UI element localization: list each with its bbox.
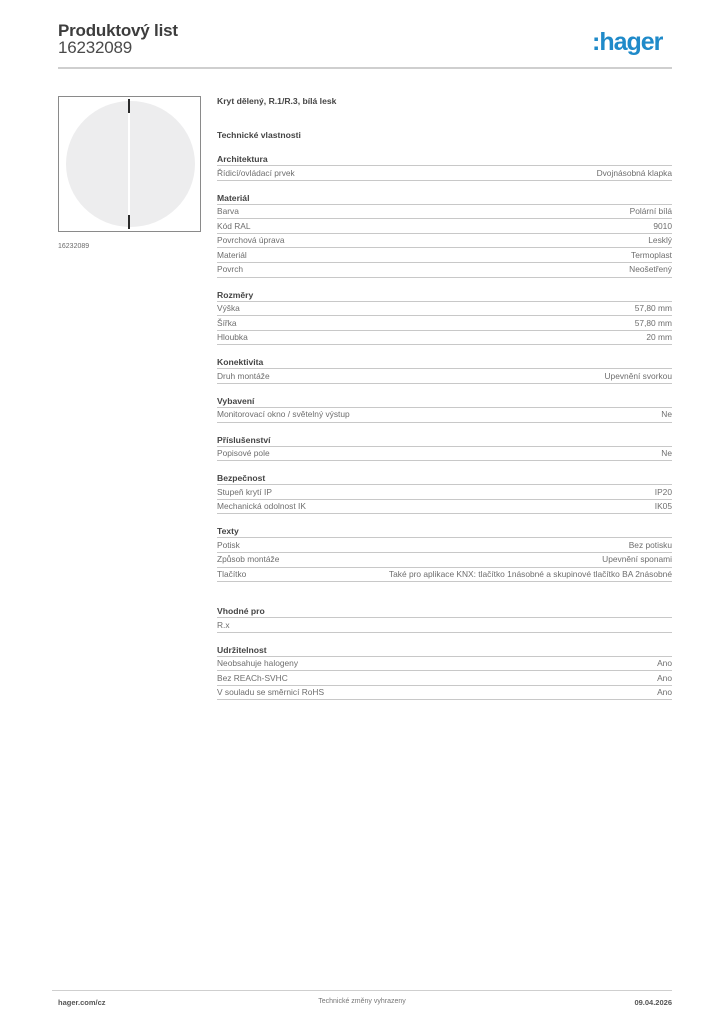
spec-value: Ne <box>661 409 672 420</box>
spec-row <box>217 205 672 220</box>
spec-value: Neošetřený <box>629 264 672 275</box>
product-cover-disc <box>66 101 195 227</box>
spec-row <box>217 166 672 181</box>
spec-label: Tlačítko <box>217 569 247 579</box>
bottom-marker <box>128 215 130 229</box>
spec-row <box>217 657 672 672</box>
section-title: Konektivita <box>217 356 672 369</box>
footer-disclaimer: Technické změny vyhrazeny <box>318 998 406 1005</box>
spec-row <box>217 618 672 633</box>
hager-logo: :hager <box>592 28 663 56</box>
spec-row <box>217 408 672 423</box>
spec-label: Kód RAL <box>217 220 251 231</box>
spec-label: Výška <box>217 303 240 314</box>
section-title: Vybavení <box>217 395 672 408</box>
spec-value: 57,80 mm <box>634 303 672 314</box>
spec-value: Ano <box>657 672 672 683</box>
spec-value: 57,80 mm <box>634 317 672 328</box>
spec-value: Ne <box>661 448 672 459</box>
spec-sections <box>217 153 672 700</box>
spec-value: Termoplast <box>631 249 672 260</box>
section-title: Rozměry <box>217 289 672 302</box>
spec-value: Lesklý <box>648 235 672 246</box>
spec-section <box>217 472 672 514</box>
spec-value: Upevnění sponami <box>602 554 672 565</box>
spec-label: Povrchová úprava <box>217 235 285 246</box>
spec-label: Způsob montáže <box>217 554 280 565</box>
spec-section <box>217 525 672 582</box>
section-title: Vhodné pro <box>217 605 672 618</box>
spec-value: IP20 <box>654 486 672 497</box>
spec-value: Upevnění svorkou <box>604 370 672 381</box>
spec-value: Bez potisku <box>628 539 672 550</box>
section-title: Udržitelnost <box>217 644 672 657</box>
spec-label: Popisové pole <box>217 448 270 459</box>
spec-section <box>217 153 672 181</box>
section-title: Materiál <box>217 192 672 205</box>
spec-value: 9010 <box>653 220 672 231</box>
spec-label: Bez REACh-SVHC <box>217 672 288 683</box>
spec-section <box>217 192 672 278</box>
spec-row <box>217 485 672 500</box>
section-title: Příslušenství <box>217 434 672 447</box>
footer-date: 09.04.2026 <box>634 998 672 1007</box>
technical-properties-heading: Technické vlastnosti <box>217 130 301 140</box>
spec-row <box>217 248 672 263</box>
spec-section <box>217 605 672 633</box>
spec-label: Potisk <box>217 539 240 550</box>
spec-row <box>217 234 672 249</box>
spec-label: Povrch <box>217 264 244 275</box>
product-details <box>217 94 672 700</box>
spec-label: Neobsahuje halogeny <box>217 658 299 669</box>
spec-row <box>217 568 672 583</box>
spec-section <box>217 289 672 346</box>
spec-row <box>217 686 672 701</box>
page-title: Produktový list <box>58 21 178 40</box>
footer-divider <box>52 990 672 991</box>
footer-website-link[interactable]: hager.com/cz <box>58 998 106 1007</box>
spec-row <box>217 369 672 384</box>
product-number: 16232089 <box>58 38 133 57</box>
section-title: Architektura <box>217 153 672 166</box>
spec-label: Šířka <box>217 317 237 328</box>
spec-section <box>217 644 672 701</box>
spec-label: Barva <box>217 206 239 217</box>
spec-value: Dvojnásobná klapka <box>596 167 672 178</box>
spec-value: Polární bílá <box>629 206 672 217</box>
spec-row <box>217 500 672 515</box>
spec-value: Ano <box>657 687 672 698</box>
spec-label: Hloubka <box>217 332 248 343</box>
spec-row <box>217 263 672 278</box>
spec-row <box>217 671 672 686</box>
spec-label: Monitorovací okno / světelný výstup <box>217 409 350 420</box>
spec-value: 20 mm <box>646 332 672 343</box>
spec-row <box>217 553 672 568</box>
section-title: Bezpečnost <box>217 472 672 485</box>
spec-label: Materiál <box>217 249 247 260</box>
spec-label: Druh montáže <box>217 370 270 381</box>
spec-label: Mechanická odolnost IK <box>217 501 306 512</box>
spec-value: IK05 <box>654 501 672 512</box>
spec-label: Řídicí/ovládací prvek <box>217 167 295 178</box>
spec-section <box>217 434 672 462</box>
section-title: Texty <box>217 525 672 538</box>
spec-label: R.x <box>217 619 230 630</box>
top-marker <box>128 99 130 113</box>
spec-row <box>217 331 672 346</box>
spec-row <box>217 316 672 331</box>
spec-label: V souladu se směrnicí RoHS <box>217 687 325 698</box>
product-name: Kryt dělený, R.1/R.3, bílá lesk <box>217 96 337 106</box>
spec-row <box>217 447 672 462</box>
spec-value: Také pro aplikace KNX: tlačítko 1násobné a skupinové tlačítko BA 2násobné <box>388 569 672 579</box>
header-divider <box>58 67 672 69</box>
image-caption: 16232089 <box>58 243 90 250</box>
spec-row <box>217 538 672 553</box>
product-image <box>58 96 201 232</box>
spec-row <box>217 219 672 234</box>
spec-value: Ano <box>657 658 672 669</box>
spec-section <box>217 356 672 384</box>
spec-section <box>217 395 672 423</box>
product-split-line <box>128 97 130 231</box>
spec-row <box>217 302 672 317</box>
spec-label: Stupeň krytí IP <box>217 486 272 497</box>
